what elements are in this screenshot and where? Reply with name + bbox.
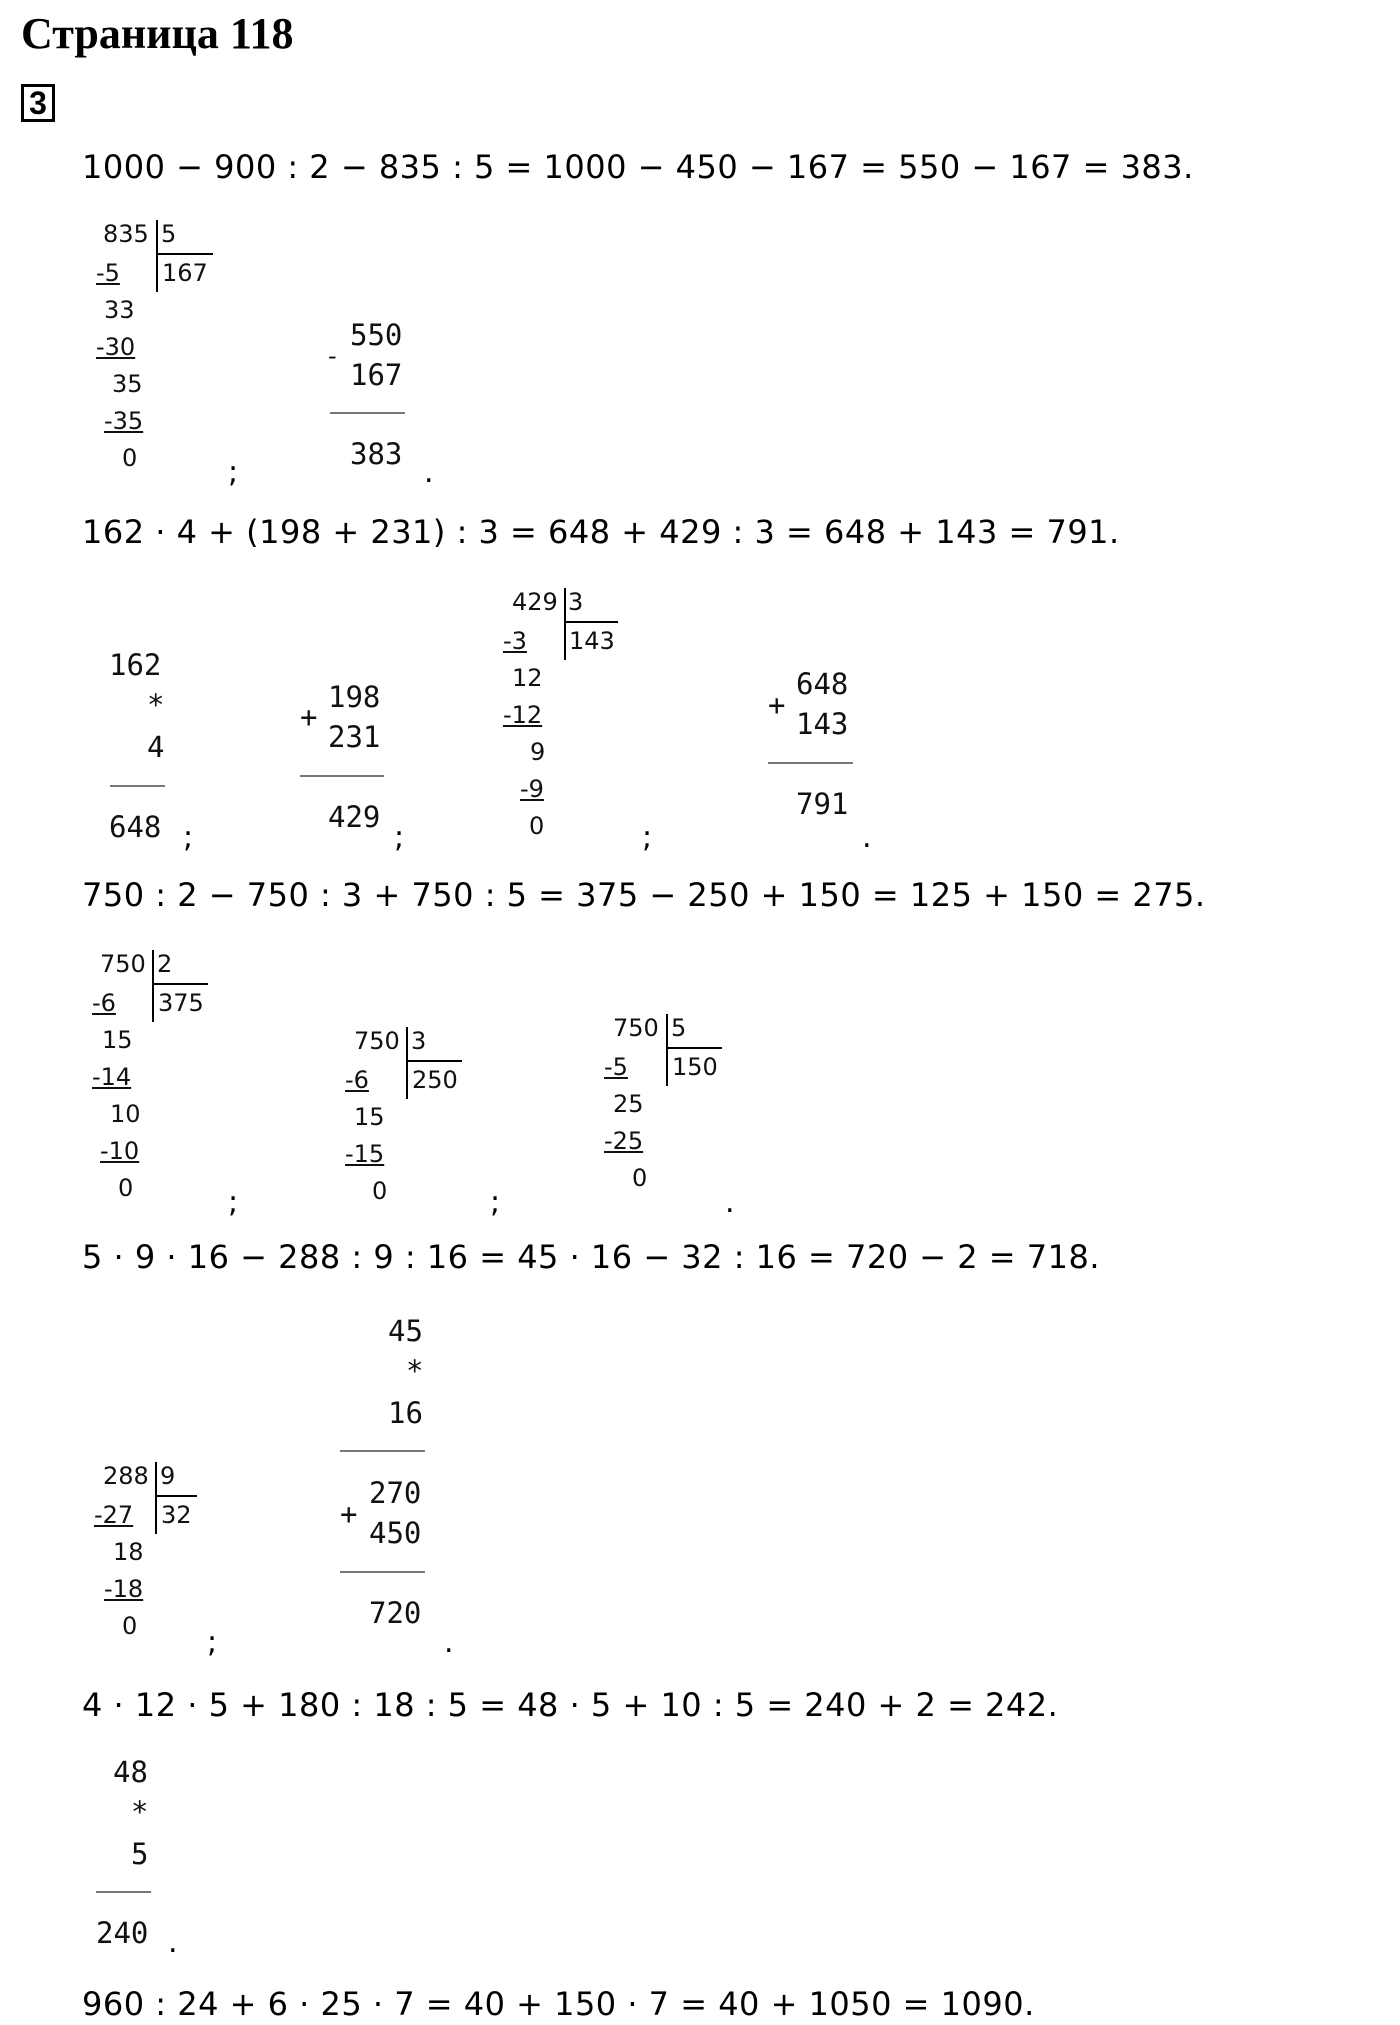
addend: 648	[796, 667, 849, 701]
division-step: -10	[100, 1137, 140, 1165]
division-step: 25	[613, 1090, 644, 1118]
dividend: 288	[103, 1462, 149, 1490]
semicolon: ;	[490, 1185, 501, 1220]
dividend: 750	[613, 1014, 659, 1042]
division-step: 15	[354, 1103, 385, 1131]
page-title: Страница 118	[21, 9, 294, 58]
division-step: 0	[372, 1177, 388, 1205]
divisor: 2	[157, 950, 173, 978]
semicolon: ;	[394, 820, 405, 855]
product: 240	[96, 1916, 149, 1950]
equation-5: 4 · 12 · 5 + 180 : 18 : 5 = 48 · 5 + 10 : 5 = 240 + 2 = 242.	[82, 1686, 1059, 1724]
division-step: -6	[92, 989, 116, 1017]
equation-1: 1000 − 900 : 2 − 835 : 5 = 1000 − 450 − 167 = 550 − 167 = 383.	[82, 148, 1194, 186]
division-step: -15	[345, 1140, 385, 1168]
division-step: -27	[94, 1501, 134, 1529]
multiplicand: 48	[113, 1755, 148, 1789]
division-step: 0	[122, 1612, 138, 1640]
division-step: -35	[104, 407, 144, 435]
minus-sign: -	[328, 342, 337, 370]
multiply-sign: *	[406, 1354, 424, 1388]
multiply-sign: *	[147, 688, 165, 722]
quotient: 150	[672, 1053, 718, 1081]
task-number: 3	[21, 84, 55, 122]
dividend: 750	[100, 950, 146, 978]
dividend: 835	[103, 220, 149, 248]
multiply-sign: *	[131, 1795, 149, 1829]
multiplier: 4	[147, 730, 165, 764]
division-step: -30	[96, 333, 136, 361]
equation-4: 5 · 9 · 16 − 288 : 9 : 16 = 45 · 16 − 32 : 16 = 720 − 2 = 718.	[82, 1238, 1101, 1276]
division-step: 0	[118, 1174, 134, 1202]
addend: 231	[328, 720, 381, 754]
division-step: -25	[604, 1127, 644, 1155]
quotient: 375	[158, 989, 204, 1017]
equation-2: 162 · 4 + (198 + 231) : 3 = 648 + 429 : 3 = 648 + 143 = 791.	[82, 513, 1120, 551]
division-step: -18	[104, 1575, 144, 1603]
division-step: 15	[102, 1026, 133, 1054]
division-step: 9	[530, 738, 546, 766]
quotient: 32	[161, 1501, 192, 1529]
division-step: 0	[122, 444, 138, 472]
period: .	[168, 1925, 178, 1960]
division-step: -6	[345, 1066, 369, 1094]
semicolon: ;	[207, 1625, 218, 1660]
equation-3: 750 : 2 − 750 : 3 + 750 : 5 = 375 − 250 + 150 = 125 + 150 = 275.	[82, 876, 1206, 914]
partial-product: 270	[369, 1476, 422, 1510]
division-step: 18	[113, 1538, 144, 1566]
division-step: 10	[110, 1100, 141, 1128]
divisor: 3	[411, 1027, 427, 1055]
plus-sign: +	[340, 1497, 358, 1531]
semicolon: ;	[642, 820, 653, 855]
divisor: 3	[568, 588, 584, 616]
division-step: 12	[512, 664, 543, 692]
period: .	[424, 455, 434, 490]
product: 720	[369, 1596, 422, 1630]
quotient: 143	[569, 627, 615, 655]
quotient: 250	[412, 1066, 458, 1094]
division-step: 33	[104, 296, 135, 324]
division-step: -3	[503, 627, 527, 655]
addend: 198	[328, 680, 381, 714]
division-step: 0	[529, 812, 545, 840]
multiplier: 16	[388, 1396, 423, 1430]
subtrahend: 167	[350, 358, 403, 392]
product: 648	[109, 810, 162, 844]
minuend: 550	[350, 318, 403, 352]
multiplier: 5	[131, 1837, 149, 1871]
plus-sign: +	[768, 688, 786, 722]
difference: 383	[350, 437, 403, 471]
equation-6: 960 : 24 + 6 · 25 · 7 = 40 + 150 · 7 = 40 + 1050 = 1090.	[82, 1985, 1035, 2023]
period: .	[444, 1625, 454, 1660]
division-step: 35	[112, 370, 143, 398]
multiplicand: 162	[109, 648, 162, 682]
division-step: -9	[520, 775, 544, 803]
dividend: 750	[354, 1027, 400, 1055]
division-step: -12	[503, 701, 543, 729]
addend: 143	[796, 707, 849, 741]
division-step: 0	[632, 1164, 648, 1192]
division-step: -14	[92, 1063, 132, 1091]
divisor: 5	[671, 1014, 687, 1042]
semicolon: ;	[228, 455, 239, 490]
dividend: 429	[512, 588, 558, 616]
division-step: -5	[604, 1053, 628, 1081]
period: .	[862, 820, 872, 855]
divisor: 5	[161, 220, 177, 248]
partial-product: 450	[369, 1516, 422, 1550]
divisor: 9	[160, 1462, 176, 1490]
semicolon: ;	[183, 820, 194, 855]
sum: 791	[796, 787, 849, 821]
division-step: -5	[96, 259, 120, 287]
multiplicand: 45	[388, 1314, 423, 1348]
semicolon: ;	[228, 1185, 239, 1220]
sum: 429	[328, 800, 381, 834]
period: .	[725, 1185, 735, 1220]
quotient: 167	[162, 259, 208, 287]
plus-sign: +	[300, 700, 318, 734]
